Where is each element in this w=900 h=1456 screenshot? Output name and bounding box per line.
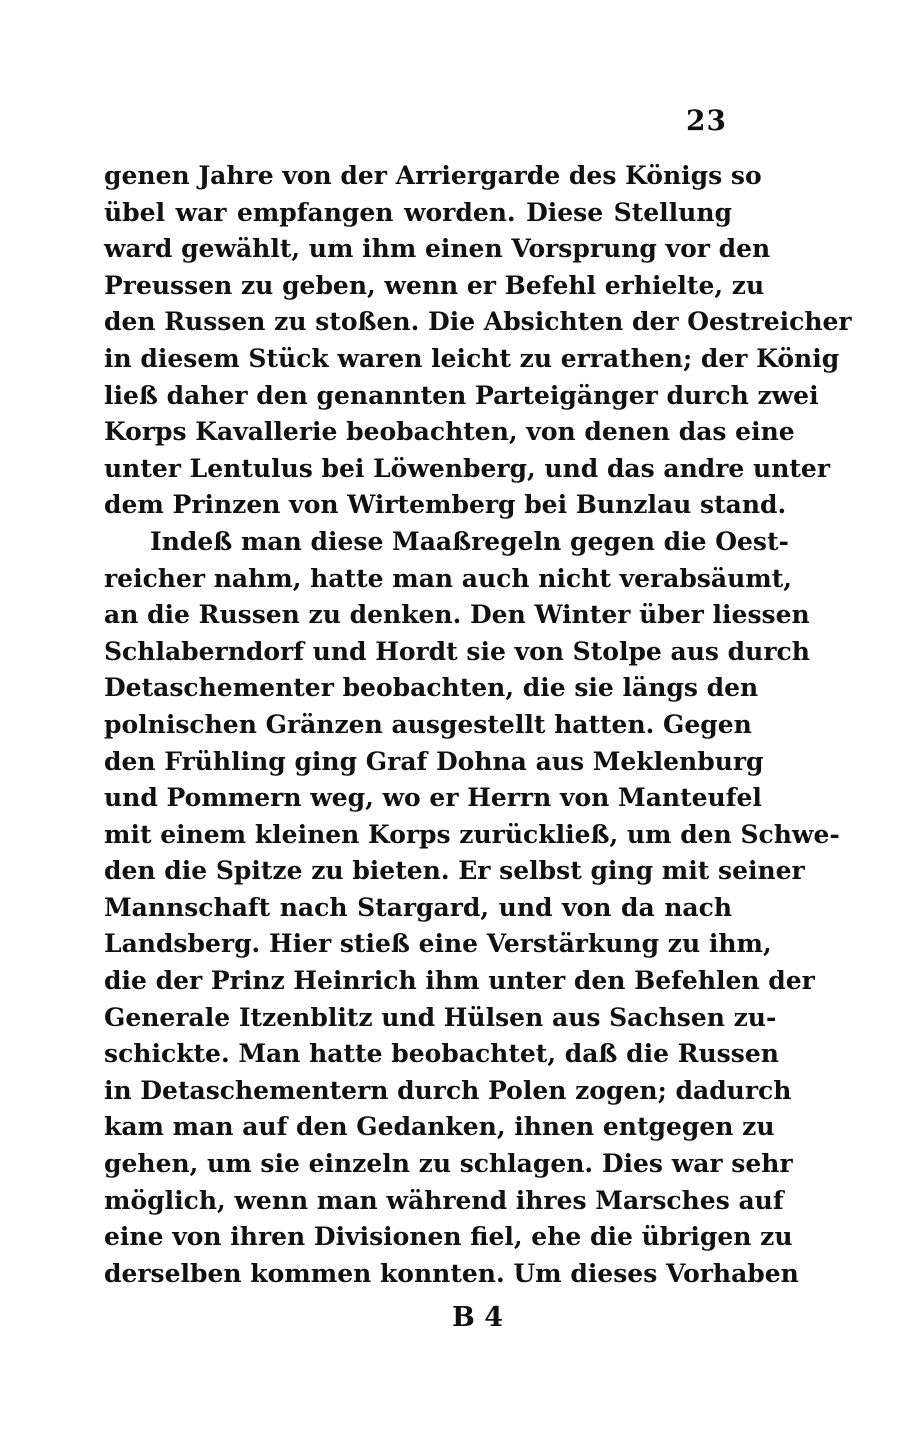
text-line: den Frühling ging Graf Dohna aus Meklenburg [104, 746, 764, 776]
text-line: Preussen zu geben, wenn er Befehl erhielte, zu [104, 270, 765, 300]
signature-mark: B 4 [452, 1302, 504, 1333]
text-line: gehen, um sie einzeln zu schlagen. Dies war sehr [104, 1149, 793, 1179]
text-line: eine von ihren Divisionen fiel, ehe die übrigen zu [104, 1222, 793, 1252]
text-line: Mannschaft nach Stargard, und von da nach [104, 892, 732, 922]
text-line: Detaschementer beobachten, die sie längs den [104, 673, 759, 703]
text-line: und Pommern weg, wo er Herrn von Manteufel [104, 783, 762, 813]
text-line: mit einem kleinen Korps zurückließ, um den Schwe- [104, 819, 840, 849]
text-line: den die Spitze zu bieten. Er selbst ging mit seiner [104, 856, 805, 886]
text-line: in diesem Stück waren leicht zu errathen; der König [104, 343, 840, 373]
text-line: möglich, wenn man während ihres Marsches auf [104, 1185, 784, 1215]
text-line: Indeß man diese Maaßregeln gegen die Oest- [150, 526, 789, 556]
text-line: die der Prinz Heinrich ihm unter den Befehlen der [104, 966, 815, 996]
text-line: Generale Itzenblitz und Hülsen aus Sachsen zu- [104, 1002, 777, 1032]
text-line: schickte. Man hatte beobachtet, daß die Russen [104, 1039, 779, 1069]
text-line: derselben kommen konnten. Um dieses Vorhaben [104, 1258, 799, 1288]
text-line: in Detaschementern durch Polen zogen; dadurch [104, 1075, 792, 1105]
text-line: unter Lentulus bei Löwenberg, und das andre unter [104, 453, 831, 483]
text-line: übel war empfangen worden. Diese Stellung [104, 197, 732, 227]
text-line: ließ daher den genannten Parteigänger durch zwei [104, 380, 819, 410]
text-line: kam man auf den Gedanken, ihnen entgegen zu [104, 1112, 775, 1142]
body-text [104, 158, 852, 1292]
text-line: Schlaberndorf und Hordt sie von Stolpe aus durch [104, 636, 810, 666]
text-line: genen Jahre von der Arriergarde des Königs so [104, 161, 762, 190]
text-line: den Russen zu stoßen. Die Absichten der Oestreicher [104, 307, 852, 337]
text-line: polnischen Gränzen ausgestellt hatten. Gegen [104, 709, 752, 739]
page-number: 23 [686, 104, 727, 137]
text-line: dem Prinzen von Wirtemberg bei Bunzlau stand. [104, 490, 787, 520]
text-line: Landsberg. Hier stieß eine Verstärkung zu ihm, [104, 929, 772, 959]
text-line: an die Russen zu denken. Den Winter über liessen [104, 600, 810, 630]
text-line: ward gewählt, um ihm einen Vorsprung vor den [104, 234, 771, 264]
text-line: reicher nahm, hatte man auch nicht verabsäumt, [104, 563, 793, 593]
text-line: Korps Kavallerie beobachten, von denen das eine [104, 417, 795, 447]
